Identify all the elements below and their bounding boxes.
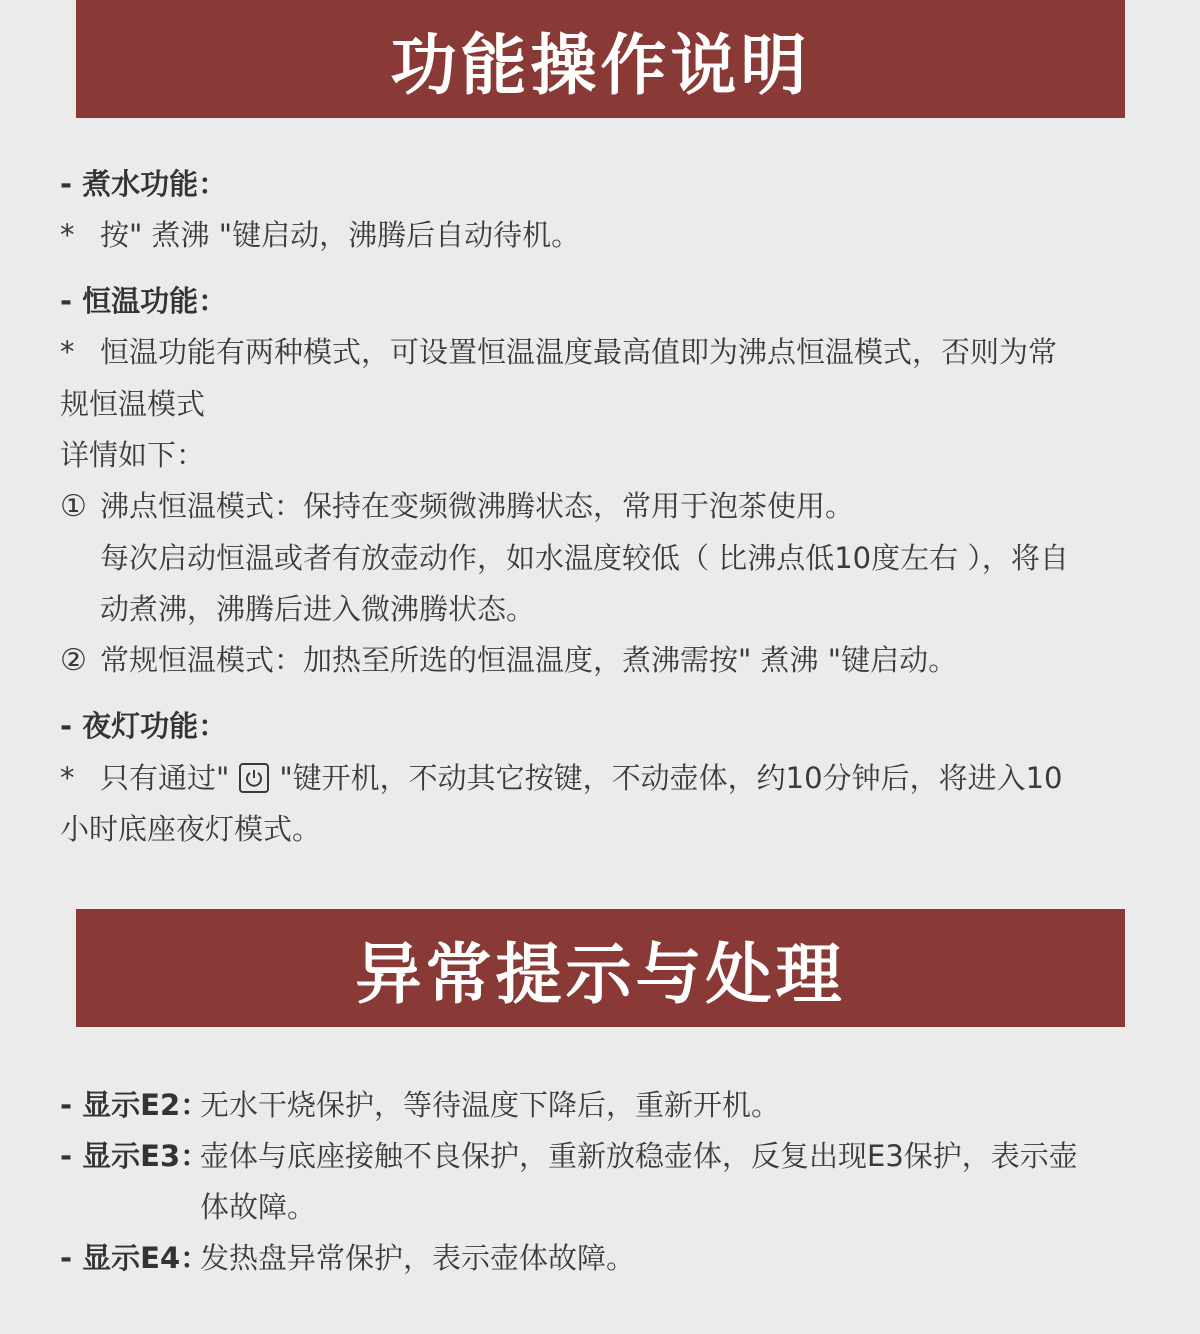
keepwarm-intro <box>60 334 1140 370</box>
keepwarm-heading: - 恒温功能： <box>60 284 228 318</box>
bullet-star: * <box>60 761 75 795</box>
mode1-line1 <box>60 488 1140 525</box>
section-banner-errors <box>76 909 1125 1027</box>
bullet-star: * <box>60 335 75 369</box>
mode2-line1 <box>60 642 1140 679</box>
error-label: - 显示E4： <box>60 1241 210 1275</box>
circled-number-1: ① <box>60 489 87 524</box>
error-row-e4 <box>60 1240 635 1276</box>
nightlight-text-before: 只有通过" <box>100 761 230 795</box>
mode1-text-2: 每次启动恒温或者有放壶动作，如水温度较低（ 比沸点低10度左右 ），将自 <box>100 541 1069 575</box>
bullet-star: * <box>60 218 75 252</box>
keepwarm-text-1: 恒温功能有两种模式，可设置恒温温度最高值即为沸点恒温模式，否则为常 <box>100 335 1058 369</box>
boil-text: 按" 煮沸 "键启动，沸腾后自动待机。 <box>100 218 581 252</box>
error-text: 发热盘异常保护，表示壶体故障。 <box>200 1241 636 1275</box>
error-row-e3 <box>60 1138 1078 1174</box>
error-text-continued: 体故障。 <box>200 1190 317 1224</box>
boil-heading: - 煮水功能： <box>60 167 228 201</box>
section-banner-functions <box>76 0 1125 118</box>
nightlight-text-2: 小时底座夜灯模式。 <box>60 812 322 846</box>
error-row-e2 <box>60 1087 780 1123</box>
mode2-text-1: 常规恒温模式：加热至所选的恒温温度，煮沸需按" 煮沸 "键启动。 <box>100 643 958 677</box>
error-text: 壶体与底座接触不良保护，重新放稳壶体，反复出现E3保护，表示壶 <box>200 1139 1078 1173</box>
mode1-text-3: 动煮沸，沸腾后进入微沸腾状态。 <box>100 592 536 626</box>
nightlight-heading: - 夜灯功能： <box>60 709 228 743</box>
power-icon <box>239 763 269 793</box>
error-text: 无水干烧保护，等待温度下降后，重新开机。 <box>200 1088 781 1122</box>
boil-instruction <box>60 217 1140 253</box>
error-label: - 显示E3： <box>60 1139 210 1173</box>
error-label: - 显示E2： <box>60 1088 210 1122</box>
keepwarm-text-2: 规恒温模式 <box>60 387 206 421</box>
mode1-text-1: 沸点恒温模式：保持在变频微沸腾状态，常用于泡茶使用。 <box>100 489 855 523</box>
nightlight-text-after: "键开机，不动其它按键，不动壶体，约10分钟后，将进入10 <box>279 761 1063 795</box>
nightlight-instruction <box>60 760 1140 796</box>
circled-number-2: ② <box>60 643 87 678</box>
keepwarm-details-label: 详情如下： <box>60 438 206 472</box>
section-title: 异常提示与处理 <box>355 935 846 1013</box>
section-title: 功能操作说明 <box>390 26 811 104</box>
